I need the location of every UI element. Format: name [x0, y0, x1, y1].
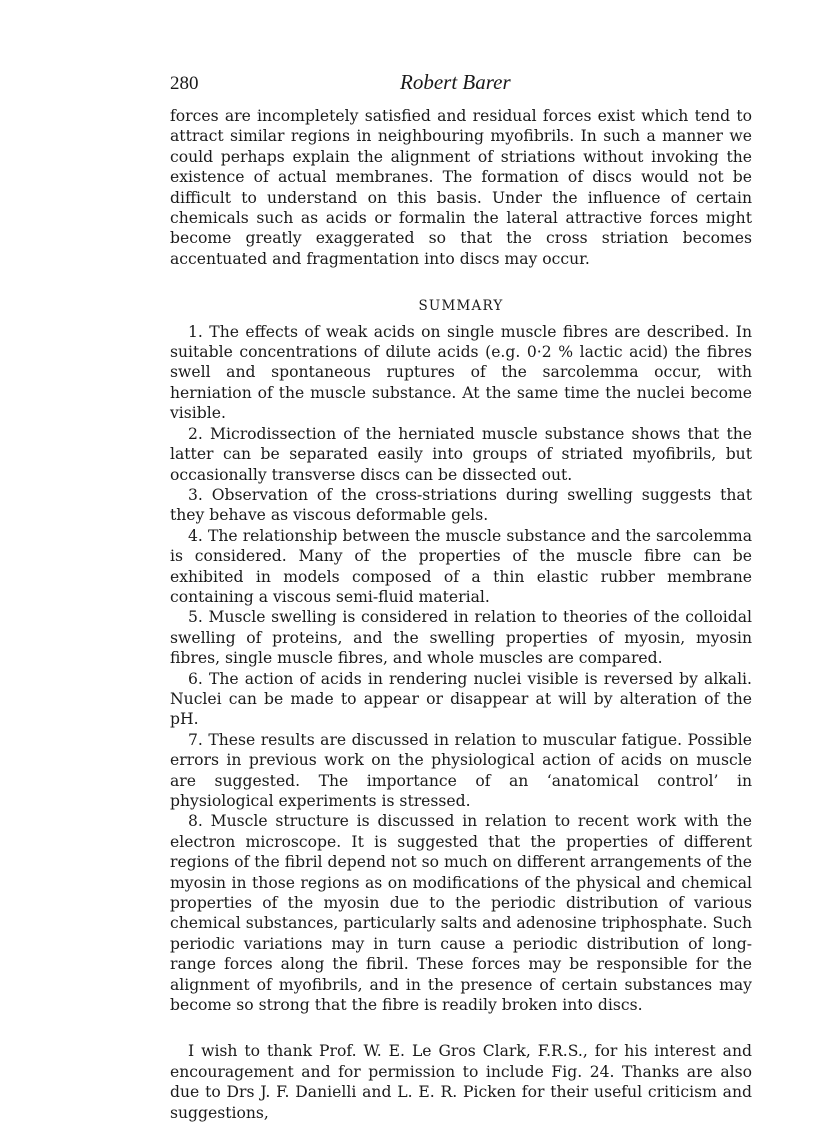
intro-paragraph: forces are incompletely satisfied and residual forces exist which tend to attract similar regions in neighbouring myofibrils. In such a manner we could perhaps explain the alignment of striations without invoking the existence of actual membranes. The formation of discs would not be difficult to understand on this basis. Under the influence of certain chemicals such as acids or formalin the lateral attractive forces might become greatly exaggerated so that the cross striation becomes accentuated and fragmentation into discs may occur.	[170, 107, 752, 268]
page-body	[170, 70, 752, 1123]
summary-item-1: 1. The effects of weak acids on single muscle fibres are described. In suitable concentrations of dilute acids (e.g. 0·2 % lactic acid) the fibres swell and spontaneous ruptures of the sarcolemma occur, with herniation of the muscle substance. At the same time the nuclei become visible.	[170, 322, 752, 423]
page-number: 280	[170, 73, 199, 94]
summary-heading: SUMMARY	[418, 298, 504, 315]
acknowledgement-paragraph: I wish to thank Prof. W. E. Le Gros Clark, F.R.S., for his interest and encouragement and for permission to include Fig. 24. Thanks are also due to Drs J. F. Danielli and L. E. R. Picken for their useful criticism and suggestions,	[170, 1042, 752, 1122]
running-head	[170, 70, 752, 96]
summary-item-3: 3. Observation of the cross-striations during swelling suggests that they behave as viscous deformable gels.	[170, 485, 752, 525]
summary-item-5: 5. Muscle swelling is considered in relation to theories of the colloidal swelling of proteins, and the swelling properties of myosin, myosin fibres, single muscle fibres, and whole muscles are compared.	[170, 608, 752, 668]
summary-item-4: 4. The relationship between the muscle substance and the sarcolemma is considered. Many of the properties of the muscle fibre can be exhibited in models composed of a thin elastic rubber membrane containing a viscous semi-fluid material.	[170, 526, 752, 606]
summary-item-6: 6. The action of acids in rendering nuclei visible is reversed by alkali. Nuclei can be made to appear or disappear at will by alteration of the pH.	[170, 669, 752, 729]
running-head-author: Robert Barer	[400, 70, 511, 94]
summary-item-8: 8. Muscle structure is discussed in relation to recent work with the electron microscope. It is suggested that the properties of different regions of the fibril depend not so much on different arrangements of the myosin in those regions as on modifications of the physical and chemical properties of the myosin due to the periodic distribution of various chemical substances, particularly salts and adenosine triphosphate. Such periodic variations may in turn cause a periodic distribution of long-range forces along the fibril. These forces may be responsible for the alignment of myofibrils, and in the presence of certain substances may become so strong that the fibre is readily broken into discs.	[170, 812, 752, 1015]
summary-item-2: 2. Microdissection of the herniated muscle substance shows that the latter can be separated easily into groups of striated myofibrils, but occasionally transverse discs can be dissected out.	[170, 424, 752, 484]
summary-item-7: 7. These results are discussed in relation to muscular fatigue. Possible errors in previous work on the physiological action of acids on muscle are suggested. The importance of an ‘anatomical control’ in physiological experiments is stressed.	[170, 730, 752, 810]
